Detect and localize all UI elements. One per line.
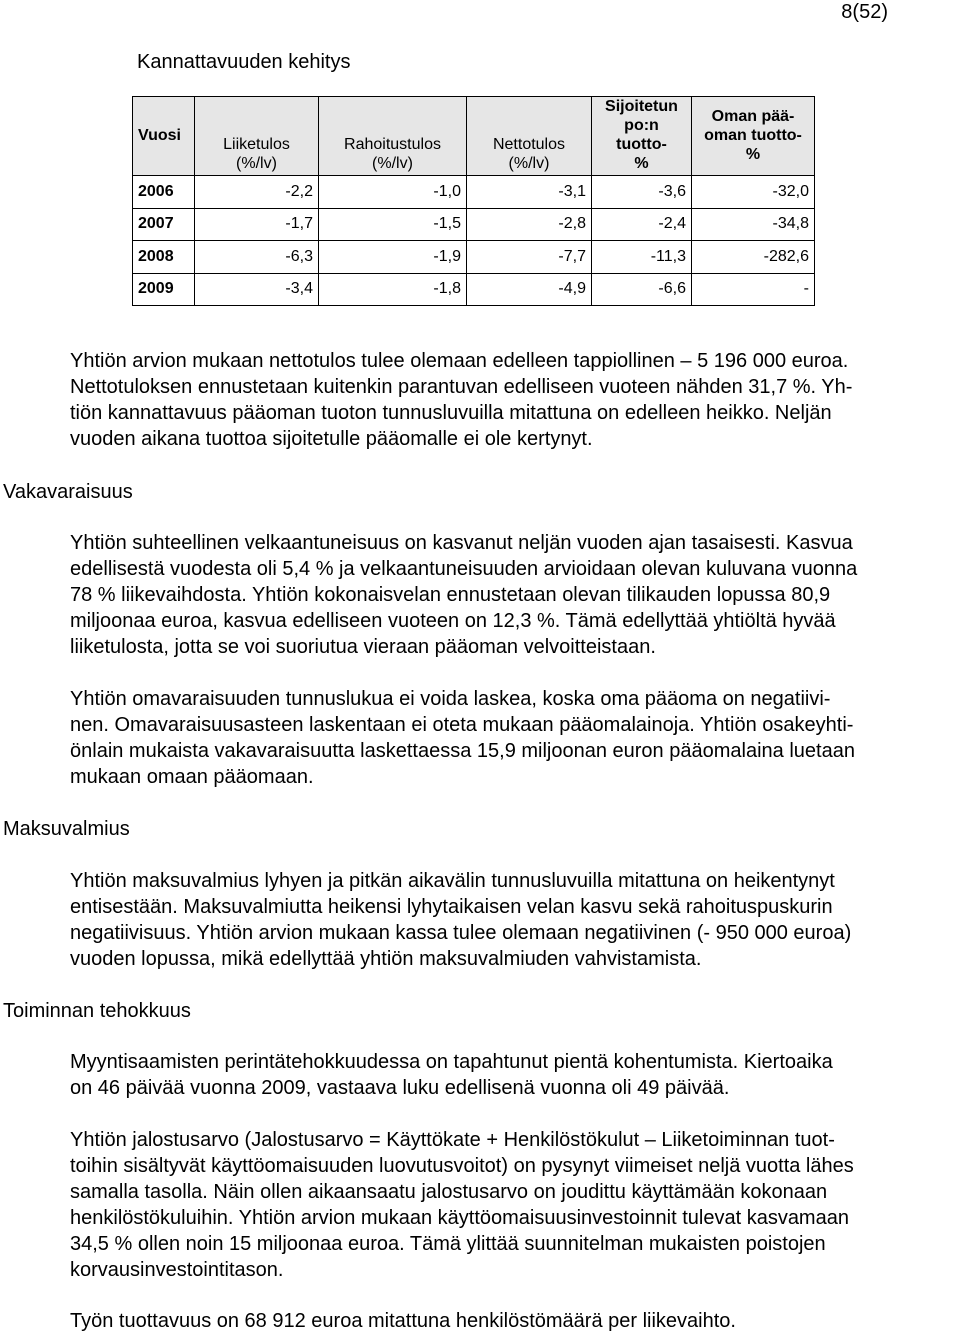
cell-rahoitustulos: -1,0 bbox=[319, 176, 467, 209]
cell-nettotulos: -2,8 bbox=[467, 208, 592, 241]
header-oman-paaoman-tuotto bbox=[692, 97, 815, 176]
header-line: (%/lv) bbox=[236, 155, 277, 172]
text-line: henkilöstökuluihin. Yhtiön arvion mukaan käyttöomaisuusinvestoinnit tulevat kasvamaan bbox=[70, 1207, 849, 1229]
cell-oman-paaoman-tuotto: -282,6 bbox=[692, 241, 815, 274]
header-line: oman tuotto- bbox=[704, 126, 802, 144]
header-line: Sijoitetun bbox=[605, 98, 678, 115]
cell-liiketulos: -3,4 bbox=[195, 273, 319, 306]
text-line: Työn tuottavuus on 68 912 euroa mitattuna henkilöstömäärä per liikevaihto. bbox=[70, 1310, 736, 1332]
cell-rahoitustulos: -1,8 bbox=[319, 273, 467, 306]
text-line: liiketulosta, jotta se voi suoriutua vieraan pääoman velvoitteistaan. bbox=[70, 636, 656, 658]
table-row bbox=[133, 273, 815, 306]
text-line: toihin sisältyvät käyttöomaisuuden luovutusvoitot) on pysynyt viimeiset neljä vuotta lähes bbox=[70, 1155, 854, 1177]
text-line: Yhtiön maksuvalmius lyhyen ja pitkän aikavälin tunnusluvuilla mitattuna on heikentynyt bbox=[70, 870, 835, 892]
header-line: (%/lv) bbox=[372, 155, 413, 172]
header-line: po:n tuotto- bbox=[616, 117, 667, 153]
paragraph-maksuvalmius bbox=[70, 868, 960, 972]
paragraph-perintatehokkuus bbox=[70, 1049, 960, 1101]
cell-nettotulos: -3,1 bbox=[467, 176, 592, 209]
text-line: Yhtiön omavaraisuuden tunnuslukua ei voida laskea, koska oma pääoma on negatiivi- bbox=[70, 688, 831, 710]
section-title: Kannattavuuden kehitys bbox=[137, 51, 351, 73]
text-line: entisestään. Maksuvalmiutta heikensi lyhytaikaisen velan kasvu sekä rahoituspuskurin bbox=[70, 896, 833, 918]
text-line: Myyntisaamisten perintätehokkuudessa on tapahtunut pientä kohentumista. Kiertoaika bbox=[70, 1051, 833, 1073]
heading-vakavaraisuus: Vakavaraisuus bbox=[3, 481, 133, 503]
cell-year: 2009 bbox=[133, 273, 195, 306]
paragraph-velkaantuneisuus bbox=[70, 530, 960, 660]
cell-oman-paaoman-tuotto: - bbox=[692, 273, 815, 306]
text-line: Yhtiön suhteellinen velkaantuneisuus on kasvanut neljän vuoden ajan tasaisesti. Kasvua bbox=[70, 532, 853, 554]
table-row bbox=[133, 208, 815, 241]
cell-year: 2007 bbox=[133, 208, 195, 241]
header-nettotulos bbox=[467, 97, 592, 176]
table-row bbox=[133, 176, 815, 209]
cell-nettotulos: -4,9 bbox=[467, 273, 592, 306]
header-line: Nettotulos bbox=[492, 136, 566, 153]
header-line: % bbox=[745, 145, 761, 163]
header-line: Oman pää- bbox=[711, 107, 795, 125]
heading-toiminnan-tehokkuus: Toiminnan tehokkuus bbox=[3, 1000, 191, 1022]
table-row bbox=[133, 241, 815, 274]
header-liiketulos bbox=[195, 97, 319, 176]
text-line: vuoden aikana tuottoa sijoitetulle pääomalle ei ole kertynyt. bbox=[70, 428, 593, 450]
paragraph-omavaraisuus bbox=[70, 686, 960, 790]
cell-liiketulos: -6,3 bbox=[195, 241, 319, 274]
header-line: Rahoitustulos bbox=[344, 136, 441, 153]
text-line: vuoden lopussa, mikä edellyttää yhtiön maksuvalmiuden vahvistamista. bbox=[70, 948, 702, 970]
text-line: negatiivisuus. Yhtiön arvion mukaan kassa tulee olemaan negatiivinen (- 950 000 euroa) bbox=[70, 922, 852, 944]
text-line: tiön kannattavuus pääoman tuoton tunnusluvuilla mitattuna on edelleen heikko. Neljän bbox=[70, 402, 832, 424]
paragraph-nettotulos bbox=[70, 348, 960, 452]
text-line: 34,5 % ollen noin 15 miljoonaa euroa. Tämä ylittää suunnitelman mukaisten poistojen bbox=[70, 1233, 826, 1255]
header-vuosi: Vuosi bbox=[133, 97, 195, 176]
cell-sijoitetun-tuotto: -6,6 bbox=[592, 273, 692, 306]
text-line: miljoonaa euroa, kasvua edelliseen vuoteen on 12,3 %. Tämä edellyttää yhtiöltä hyvää bbox=[70, 610, 836, 632]
paragraph-tyon-tuottavuus bbox=[70, 1308, 960, 1334]
profitability-table bbox=[132, 96, 815, 306]
cell-nettotulos: -7,7 bbox=[467, 241, 592, 274]
text-line: edellisestä vuodesta oli 5,4 % ja velkaantuneisuuden arvioidaan olevan kuluvana vuonna bbox=[70, 558, 858, 580]
cell-oman-paaoman-tuotto: -34,8 bbox=[692, 208, 815, 241]
cell-rahoitustulos: -1,9 bbox=[319, 241, 467, 274]
cell-sijoitetun-tuotto: -11,3 bbox=[592, 241, 692, 274]
text-line: mukaan omaan pääomaan. bbox=[70, 766, 314, 788]
text-line: 78 % liikevaihdosta. Yhtiön kokonaisvelan ennustetaan olevan tilikauden lopussa 80,9 bbox=[70, 584, 831, 606]
cell-sijoitetun-tuotto: -2,4 bbox=[592, 208, 692, 241]
text-line: Yhtiön jalostusarvo (Jalostusarvo = Käyttökate + Henkilöstökulut – Liiketoiminnan tuot- bbox=[70, 1129, 835, 1151]
header-line: Liiketulos bbox=[223, 136, 290, 153]
cell-oman-paaoman-tuotto: -32,0 bbox=[692, 176, 815, 209]
cell-liiketulos: -1,7 bbox=[195, 208, 319, 241]
text-line: Yhtiön arvion mukaan nettotulos tulee olemaan edelleen tappiollinen – 5 196 000 euroa. bbox=[70, 350, 849, 372]
page-number: 8(52) bbox=[841, 1, 888, 23]
text-line: Nettotuloksen ennustetaan kuitenkin parantuvan edelliseen vuoteen nähden 31,7 %. Yh- bbox=[70, 376, 853, 398]
text-line: samalla tasolla. Näin ollen aikaansaatu jalostusarvo on joudittu käyttämään kokonaan bbox=[70, 1181, 828, 1203]
text-line: önlain mukaista vakavaraisuutta laskettaessa 15,9 miljoonan euron pääomalaina luetaan bbox=[70, 740, 855, 762]
header-sijoitetun-tuotto bbox=[592, 97, 692, 176]
text-line: korvausinvestointitason. bbox=[70, 1259, 284, 1281]
cell-rahoitustulos: -1,5 bbox=[319, 208, 467, 241]
cell-sijoitetun-tuotto: -3,6 bbox=[592, 176, 692, 209]
cell-liiketulos: -2,2 bbox=[195, 176, 319, 209]
table-header-row bbox=[133, 97, 815, 176]
paragraph-jalostusarvo bbox=[70, 1127, 960, 1283]
text-line: nen. Omavaraisuusasteen laskentaan ei oteta mukaan pääomalainoja. Yhtiön osakeyhti- bbox=[70, 714, 854, 736]
header-rahoitustulos bbox=[319, 97, 467, 176]
cell-year: 2006 bbox=[133, 176, 195, 209]
heading-maksuvalmius: Maksuvalmius bbox=[3, 818, 130, 840]
text-line: on 46 päivää vuonna 2009, vastaava luku edellisenä vuonna oli 49 päivää. bbox=[70, 1077, 730, 1099]
header-line: % bbox=[634, 155, 649, 172]
header-line: (%/lv) bbox=[508, 155, 550, 172]
cell-year: 2008 bbox=[133, 241, 195, 274]
